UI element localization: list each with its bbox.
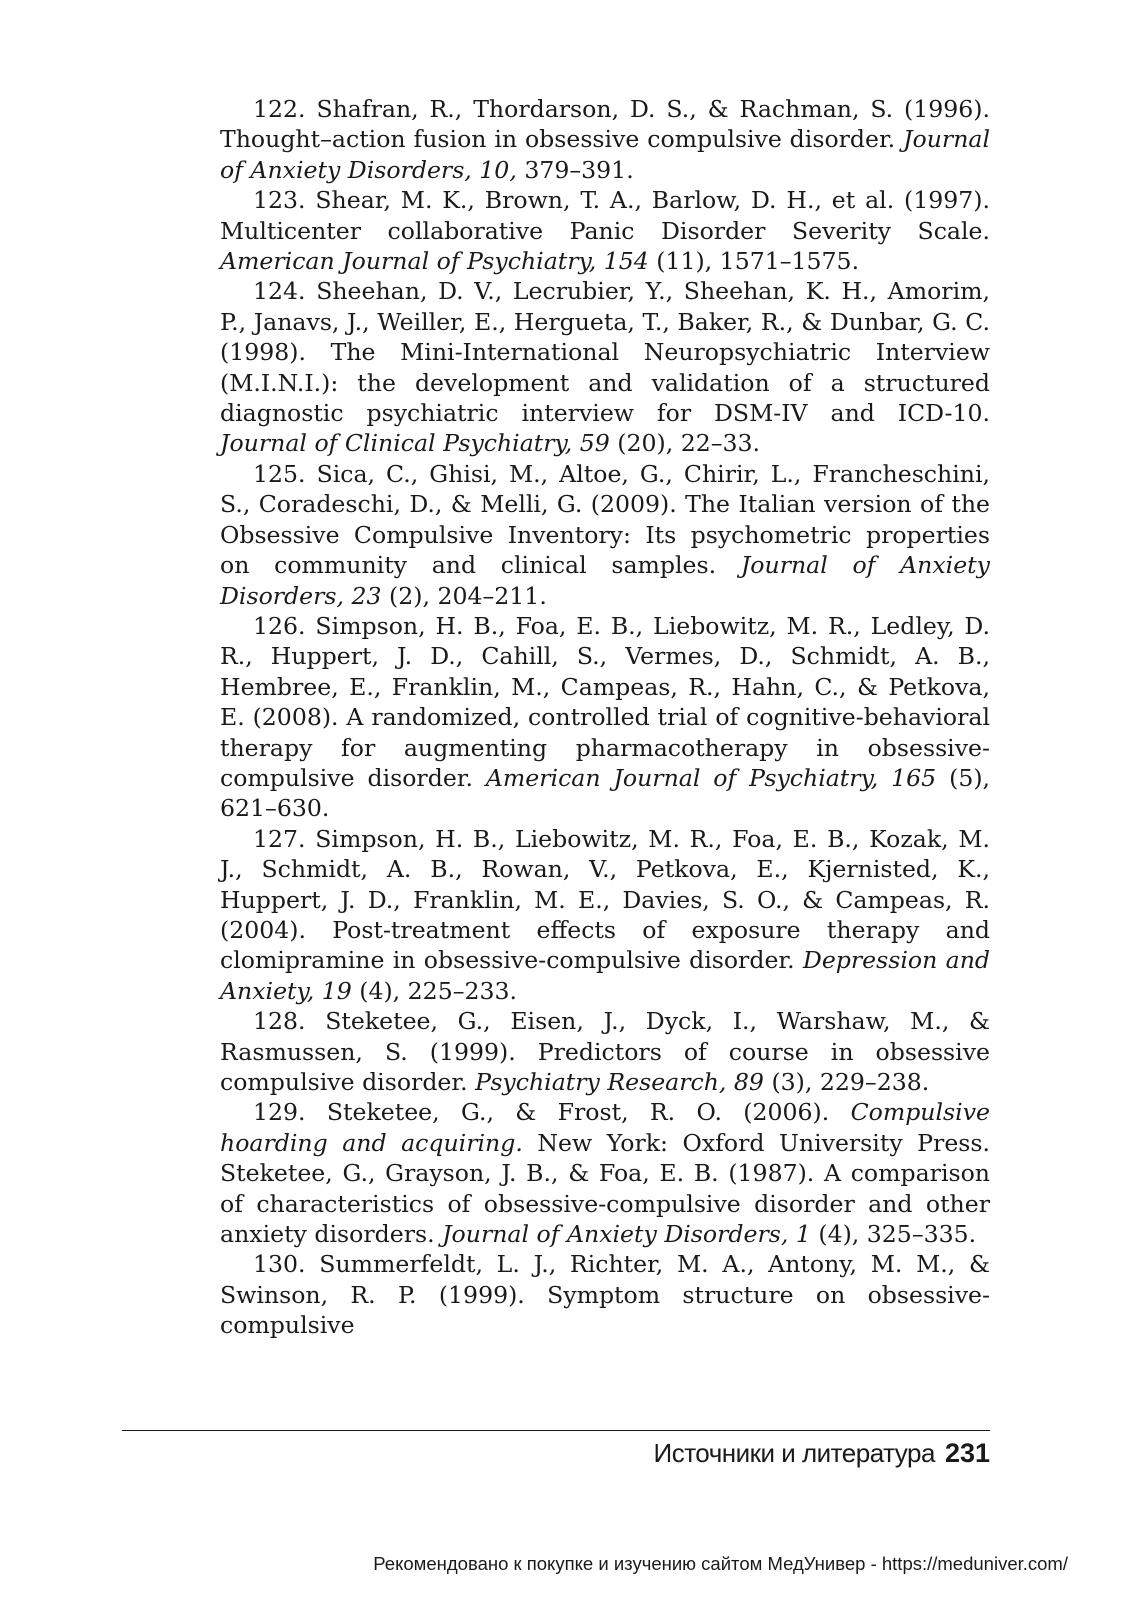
page-number: 231 [944,1438,990,1468]
reference-128: 128. Steketee, G., Eisen, J., Dyck, I., Warshaw, M., & Rasmussen, S. (1999). Predictors of course in obsessive compulsive disorder. Psychiatry Research, 89 (3), 229–238. [220,1007,991,1096]
reference-124: 124. Sheehan, D. V., Lecrubier, Y., Sheehan, K. H., Amorim, P., Janavs, J., Weiller, E., Hergueta, T., Baker, R., & Dunbar, G. C. (1998). The Mini-International Neuropsychiatric Interview (M.I.N.I.): the development and validation of a structured diagnostic psychiatric interview for DSM-IV and ICD-10. Journal of Clinical Psychiatry, 59 (20), 22–33. [220,277,990,458]
reference-129: 129. Steketee, G., & Frost, R. O. (2006). Compulsive hoarding and acquiring. New York: Oxford University Press. Steketee, G., Grayson, J. B., & Foa, E. B. (1987). A comparison of characteristics of obsessive-compulsive disorder and other anxiety disorders. Journal of Anxiety Disorders, 1 (4), 325–335. [220,1098,991,1249]
reference-130: 130. Summerfeldt, L. J., Richter, M. A., Antony, M. M., & Swinson, R. P. (1999). Symptom structure on obsessive-compulsive [220,1250,990,1340]
page-footer [654,1436,991,1470]
section-title: Источники и литература [653,1438,935,1468]
watermark-text: Рекомендовано к покупке и изучению сайтом МедУнивер - https://meduniver.com/ [373,1553,1068,1574]
reference-125: 125. Sica, C., Ghisi, M., Altoe, G., Chirir, L., Francheschini, S., Coradeschi, D., & Melli, G. (2009). The Italian version of the Obsessive Compulsive Inventory: Its psychometric properties on community and clinical samples. Journal of Anxiety Disorders, 23 (2), 204–211. [220,459,990,610]
reference-127: 127. Simpson, H. B., Liebowitz, M. R., Foa, E. B., Kozak, M. J., Schmidt, A. B., Rowan, V., Petkova, E., Kjernisted, K., Huppert, J. D., Franklin, M. E., Davies, S. O., & Campeas, R. (2004). Post-treatment effects of exposure therapy and clomipramine in obsessive-compulsive disorder. Depression and Anxiety, 19 (4), 225–233. [220,824,990,1005]
reference-122: 122. Shafran, R., Thordarson, D. S., & Rachman, S. (1996). Thought–action fusion in obsessive compulsive disorder. Journal of Anxiety Disorders, 10, 379–391. [220,95,991,184]
reference-list [220,94,990,1341]
reference-126: 126. Simpson, H. B., Foa, E. B., Liebowitz, M. R., Ledley, D. R., Huppert, J. D., Cahill, S., Vermes, D., Schmidt, A. B., Hembree, E., Franklin, M., Campeas, R., Hahn, C., & Petkova, E. (2008). A randomized, controlled trial of cognitive-behavioral therapy for augmenting pharmacotherapy in obsessive-compulsive disorder. American Journal of Psychiatry, 165 (5), 621–630. [220,611,991,823]
reference-123: 123. Shear, M. K., Brown, T. A., Barlow, D. H., et al. (1997). Multicenter collaborative Panic Disorder Severity Scale. American Journal of Psychiatry, 154 (11), 1571–1575. [220,186,990,276]
footer-divider [122,1430,990,1431]
